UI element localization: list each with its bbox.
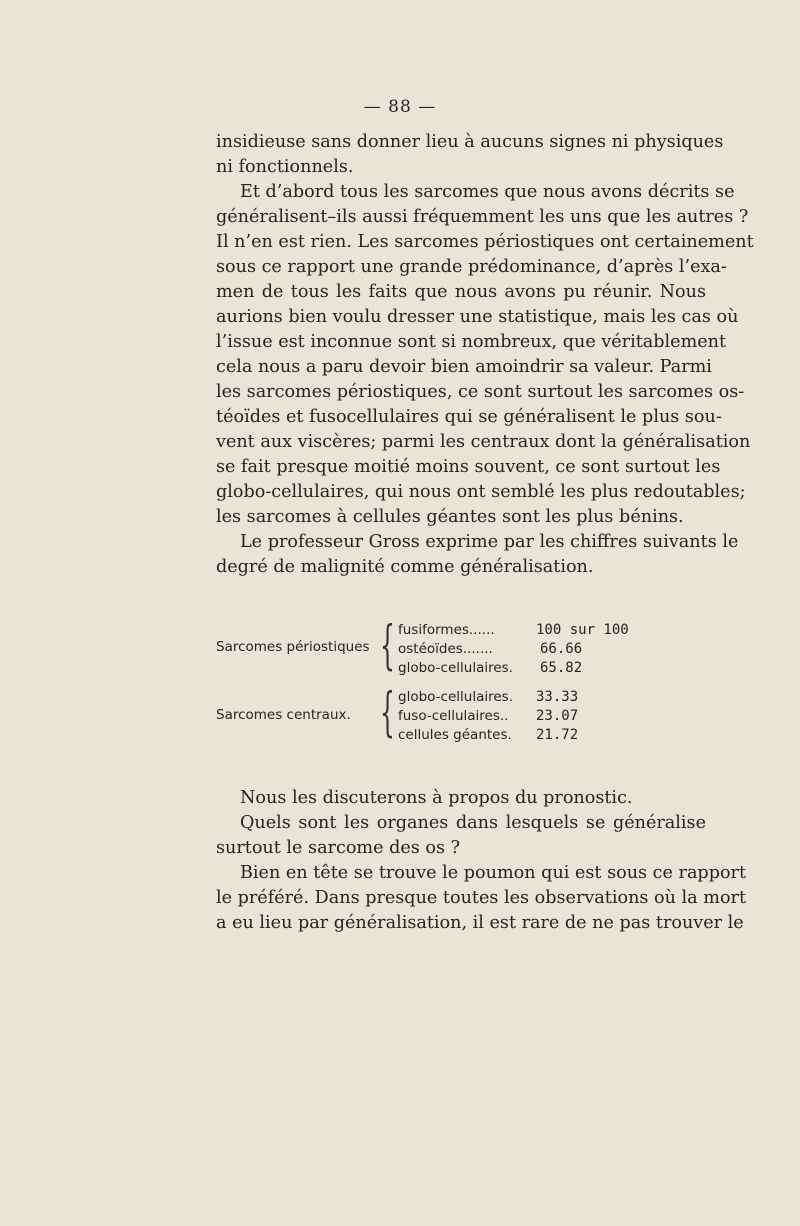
row-label: fuso-cellulaires.. — [398, 708, 509, 724]
text-line: surtout le sarcome des os ? — [216, 838, 461, 858]
row-value: 66.66 — [540, 641, 583, 657]
text-line: téoïdes et fusocellulaires qui se généralisent le plus sou- — [216, 407, 722, 427]
brace-icon: { — [380, 683, 395, 743]
row-value: 21.72 — [536, 727, 579, 743]
text-line: Nous les discuterons à propos du pronostic. — [240, 788, 633, 808]
row-label: fusiformes...... — [398, 622, 495, 638]
row-value: 23.07 — [536, 708, 579, 724]
text-line: cela nous a paru devoir bien amoindrir sa valeur. Parmi — [216, 357, 712, 377]
text-line: ni fonctionnels. — [216, 157, 354, 177]
row-label: ostéoïdes....... — [398, 641, 493, 657]
text-line: les sarcomes à cellules géantes sont les plus bénins. — [216, 507, 684, 527]
text-line: se fait presque moitié moins souvent, ce sont surtout les — [216, 457, 721, 477]
row-value: 65.82 — [540, 660, 583, 676]
text-line: a eu lieu par généralisation, il est rare de ne pas trouver le — [216, 913, 744, 933]
text-line: degré de malignité comme généralisation. — [216, 557, 594, 577]
row-value: 100 sur 100 — [536, 622, 629, 638]
paragraph-4 — [216, 786, 706, 811]
text-line: Il n’en est rien. Les sarcomes périostiques ont certainement — [216, 232, 754, 252]
paragraph-5 — [216, 811, 706, 861]
text-line: globo-cellulaires, qui nous ont semblé les plus redoutables; — [216, 482, 746, 502]
text-line: insidieuse sans donner lieu à aucuns signes ni physiques — [216, 132, 724, 152]
row-label: cellules géantes. — [398, 727, 512, 743]
text-line: le préféré. Dans presque toutes les observations où la mort — [216, 888, 747, 908]
page-number: — 88 — — [363, 97, 437, 117]
text-line: Et d’abord tous les sarcomes que nous avons décrits se — [240, 182, 735, 202]
row-label: globo-cellulaires. — [398, 689, 513, 705]
group-label: Sarcomes périostiques — [216, 639, 370, 655]
text-line: aurions bien voulu dresser une statistique, mais les cas où — [216, 307, 739, 327]
text-line: sous ce rapport une grande prédominance, d’après l’exa- — [216, 257, 727, 277]
text-line: Bien en tête se trouve le poumon qui est sous ce rapport — [240, 863, 747, 883]
text-line: Le professeur Gross exprime par les chiffres suivants le — [240, 532, 739, 552]
text-line: l’issue est inconnue sont si nombreux, que véritablement — [216, 332, 727, 352]
text-line: vent aux viscères; parmi les centraux dont la généralisation — [216, 432, 751, 452]
text-line: généralisent–ils aussi fréquemment les uns que les autres ? — [216, 207, 749, 227]
brace-icon: { — [380, 616, 395, 676]
text-line: les sarcomes périostiques, ce sont surtout les sarcomes os- — [216, 382, 745, 402]
row-value: 33.33 — [536, 689, 579, 705]
group-label: Sarcomes centraux. — [216, 707, 351, 723]
row-label: globo-cellulaires. — [398, 660, 513, 676]
text-line: Quels sont les organes dans lesquels se généralise — [240, 813, 706, 833]
text-line: men de tous les faits que nous avons pu réunir. Nous — [216, 282, 706, 302]
paragraph-6 — [216, 861, 747, 936]
